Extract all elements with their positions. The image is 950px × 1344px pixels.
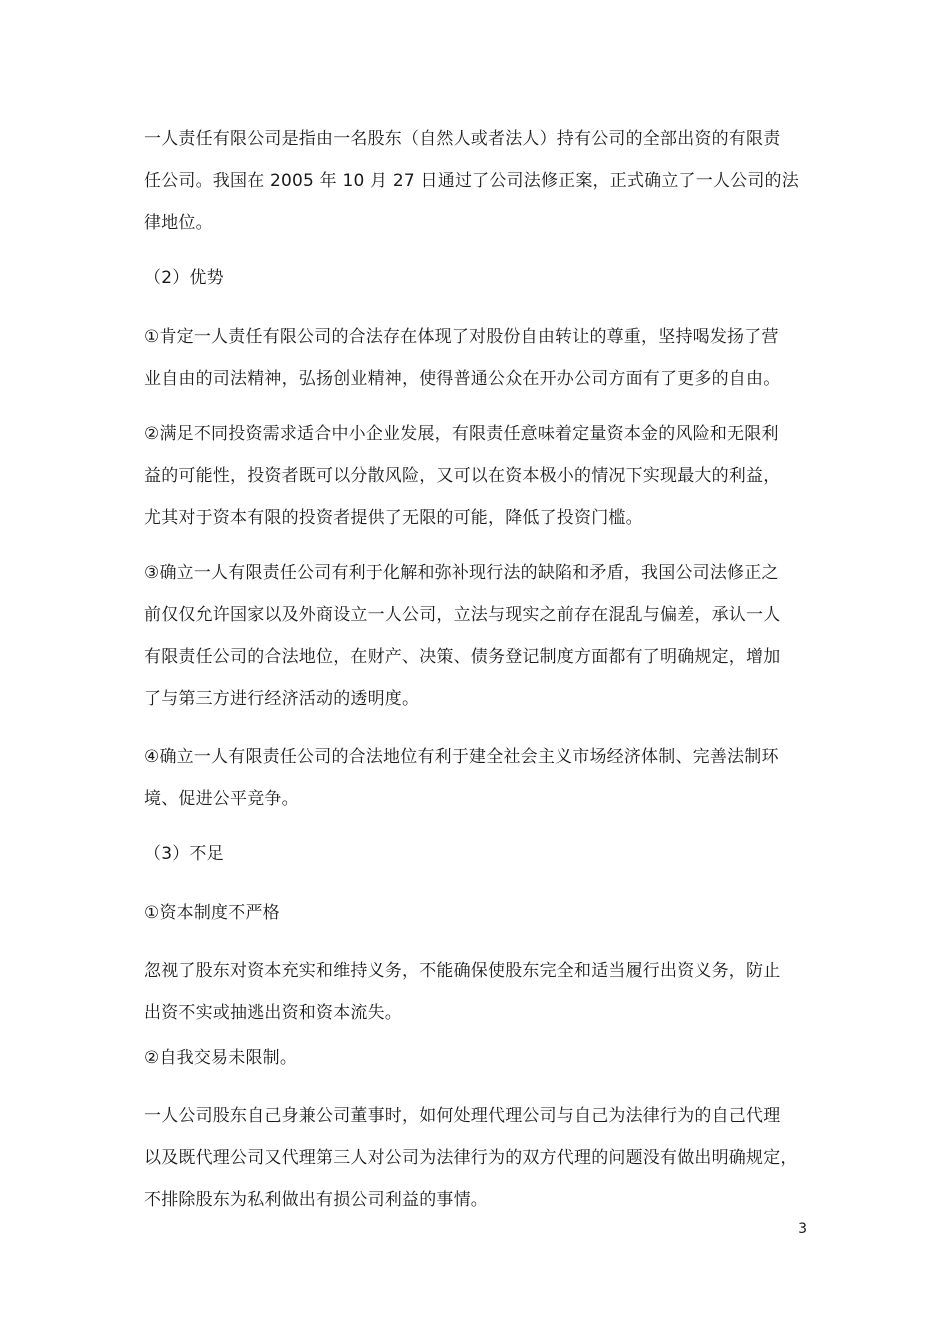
text-line: 任公司。我国在 2005 年 10 月 27 日通过了公司法修正案，正式确立了一人公司的法 <box>144 171 799 191</box>
text-line: 了与第三方进行经济活动的透明度。 <box>144 689 420 709</box>
subheading-self-dealing <box>144 1037 808 1079</box>
text-line: ④确立一人有限责任公司的合法地位有利于建全社会主义市场经济体制、完善法制环 <box>144 747 779 767</box>
subheading-capital-system <box>144 892 808 934</box>
text-line: 业自由的司法精神，弘扬创业精神，使得普通公众在开办公司方面有了更多的自由。 <box>144 369 781 389</box>
text-line: 境、促进公平竞争。 <box>144 789 299 809</box>
paragraph-advantage-2 <box>144 413 808 539</box>
text-line: ②自我交易未限制。 <box>144 1048 298 1068</box>
text-line: 一人责任有限公司是指由一名股东（自然人或者法人）持有公司的全部出资的有限责 <box>144 129 781 149</box>
text-line: 前仅仅允许国家以及外商设立一人公司，立法与现实之前存在混乱与偏差，承认一人 <box>144 605 781 625</box>
text-line: （3）不足 <box>144 844 224 864</box>
paragraph-advantage-4 <box>144 736 808 820</box>
text-line: ②满足不同投资需求适合中小企业发展，有限责任意味着定量资本金的风险和无限利 <box>144 424 779 444</box>
text-line: 一人公司股东自己身兼公司董事时，如何处理代理公司与自己为法律行为的自己代理 <box>144 1106 781 1126</box>
text-line: （2）优势 <box>144 268 224 288</box>
text-line: 有限责任公司的合法地位，在财产、决策、债务登记制度方面都有了明确规定，增加 <box>144 647 781 667</box>
paragraph-capital-system <box>144 950 808 1034</box>
text-line: 以及既代理公司又代理第三人对公司为法律行为的双方代理的问题没有做出明确规定， <box>144 1148 798 1168</box>
paragraph-advantage-3 <box>144 552 808 720</box>
text-line: 出资不实或抽逃出资和资本流失。 <box>144 1003 402 1023</box>
text-line: ③确立一人有限责任公司有利于化解和弥补现行法的缺陷和矛盾，我国公司法修正之 <box>144 563 779 583</box>
heading-disadvantages <box>144 833 808 875</box>
text-line: 律地位。 <box>144 213 213 233</box>
text-line: ①肯定一人责任有限公司的合法存在体现了对股份自由转让的尊重，坚持喝发扬了营 <box>144 327 779 347</box>
text-line: 忽视了股东对资本充实和维持义务，不能确保使股东完全和适当履行出资义务，防止 <box>144 961 781 981</box>
text-line: ①资本制度不严格 <box>144 903 280 923</box>
text-line: 益的可能性，投资者既可以分散风险，又可以在资本极小的情况下实现最大的利益， <box>144 466 781 486</box>
paragraph-advantage-1 <box>144 316 808 400</box>
paragraph-self-dealing <box>144 1095 808 1221</box>
text-line: 尤其对于资本有限的投资者提供了无限的可能，降低了投资门槛。 <box>144 508 643 528</box>
paragraph-definition <box>144 118 808 244</box>
heading-advantages <box>144 257 808 299</box>
text-line: 不排除股东为私利做出有损公司利益的事情。 <box>144 1190 488 1210</box>
page-number: 3 <box>798 1221 807 1237</box>
